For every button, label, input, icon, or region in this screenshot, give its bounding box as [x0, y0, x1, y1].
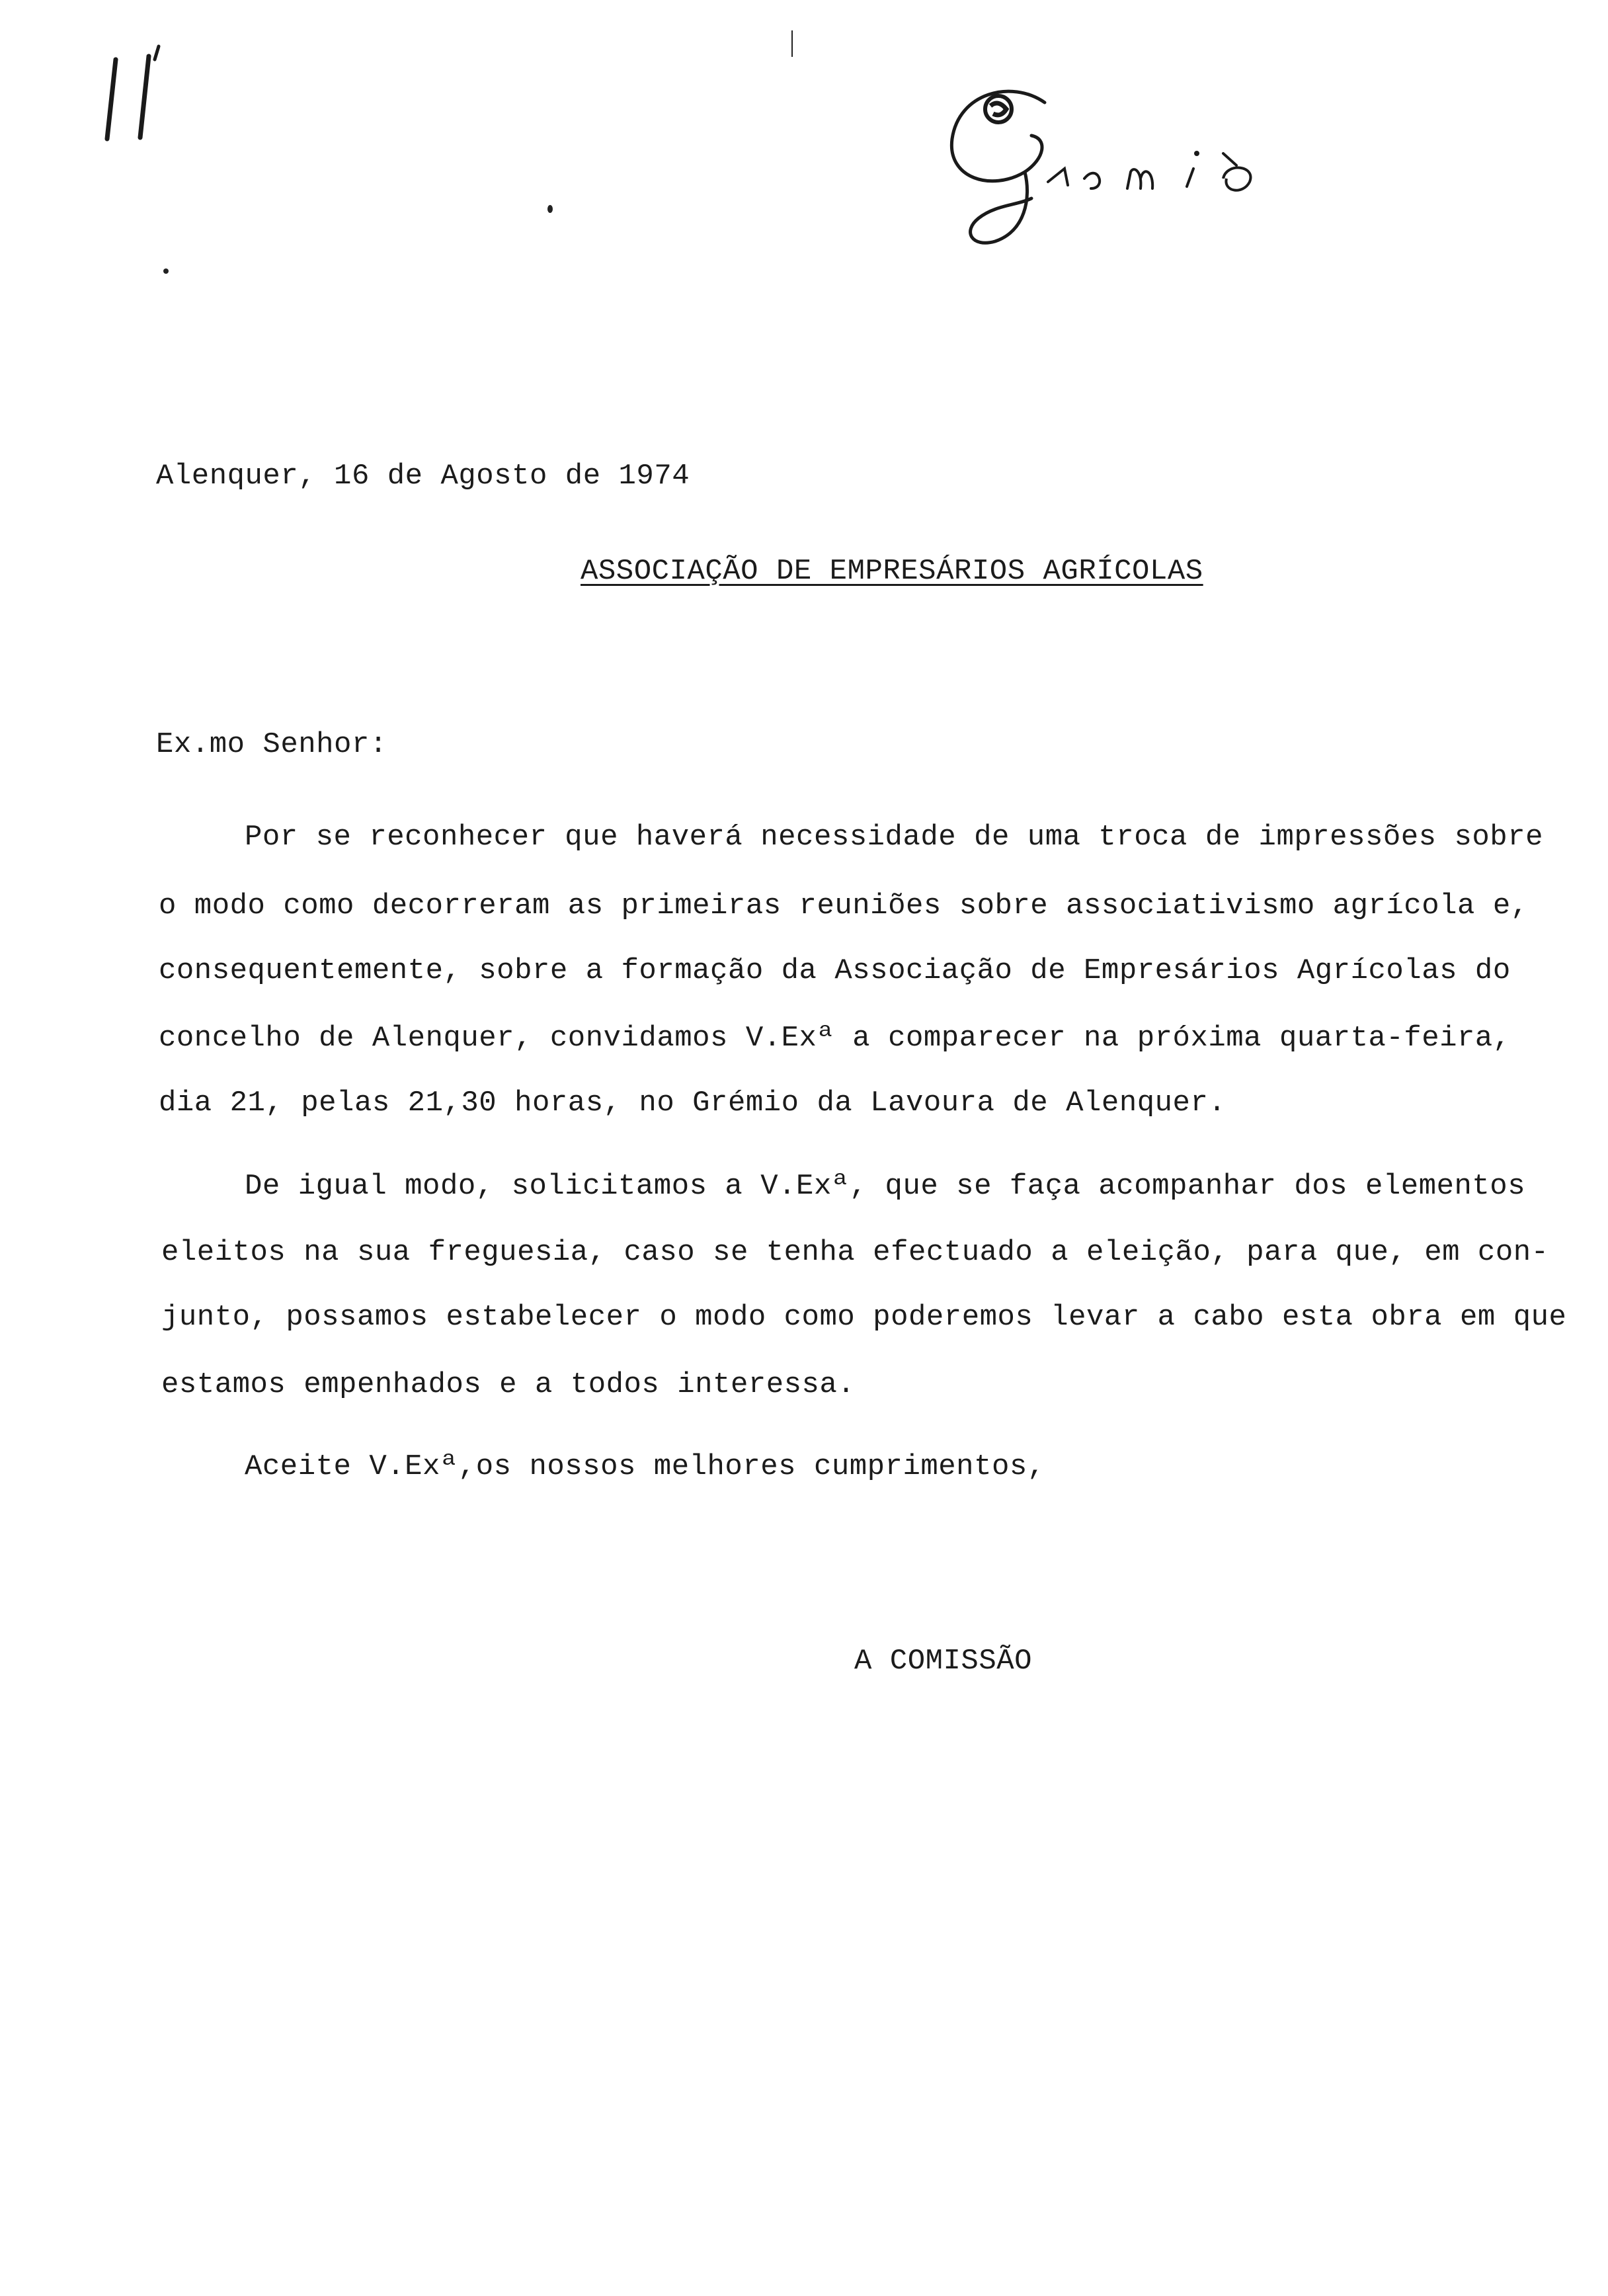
body-line: estamos empenhados e a todos interessa.	[161, 1368, 856, 1401]
folio-mark	[93, 40, 192, 145]
body-line: consequentemente, sobre a formação da Associação de Empresários Agrícolas do	[159, 954, 1511, 987]
body-line: dia 21, pelas 21,30 horas, no Grémio da Lavoura de Alenquer.	[159, 1086, 1226, 1120]
body-line: o modo como decorreram as primeiras reuniões sobre associativismo agrícola e,	[159, 889, 1529, 922]
paper-speck	[791, 30, 793, 57]
heading: ASSOCIAÇÃO DE EMPRESÁRIOS AGRÍCOLAS	[581, 555, 1203, 588]
paper-speck	[547, 205, 553, 213]
salutation: Ex.mo Senhor:	[156, 728, 387, 761]
body-line: Por se reconhecer que haverá necessidade de uma troca de impressões sobre	[245, 821, 1544, 854]
signature: A COMISSÃO	[854, 1645, 1033, 1678]
closing-line: Aceite V.Exª,os nossos melhores cumprimentos,	[245, 1450, 1045, 1483]
paper-speck	[163, 268, 169, 274]
body-line: concelho de Alenquer, convidamos V.Exª a comparecer na próxima quarta-feira,	[159, 1022, 1511, 1055]
handwritten-annotation	[932, 73, 1355, 258]
body-line: De igual modo, solicitamos a V.Exª, que se faça acompanhar dos elementos	[245, 1170, 1526, 1203]
body-line: eleitos na sua freguesia, caso se tenha efectuado a eleição, para que, em con-	[161, 1236, 1549, 1269]
body-line: junto, possamos estabelecer o modo como poderemos levar a cabo esta obra em que	[161, 1301, 1567, 1334]
place-date: Alenquer, 16 de Agosto de 1974	[156, 460, 690, 493]
